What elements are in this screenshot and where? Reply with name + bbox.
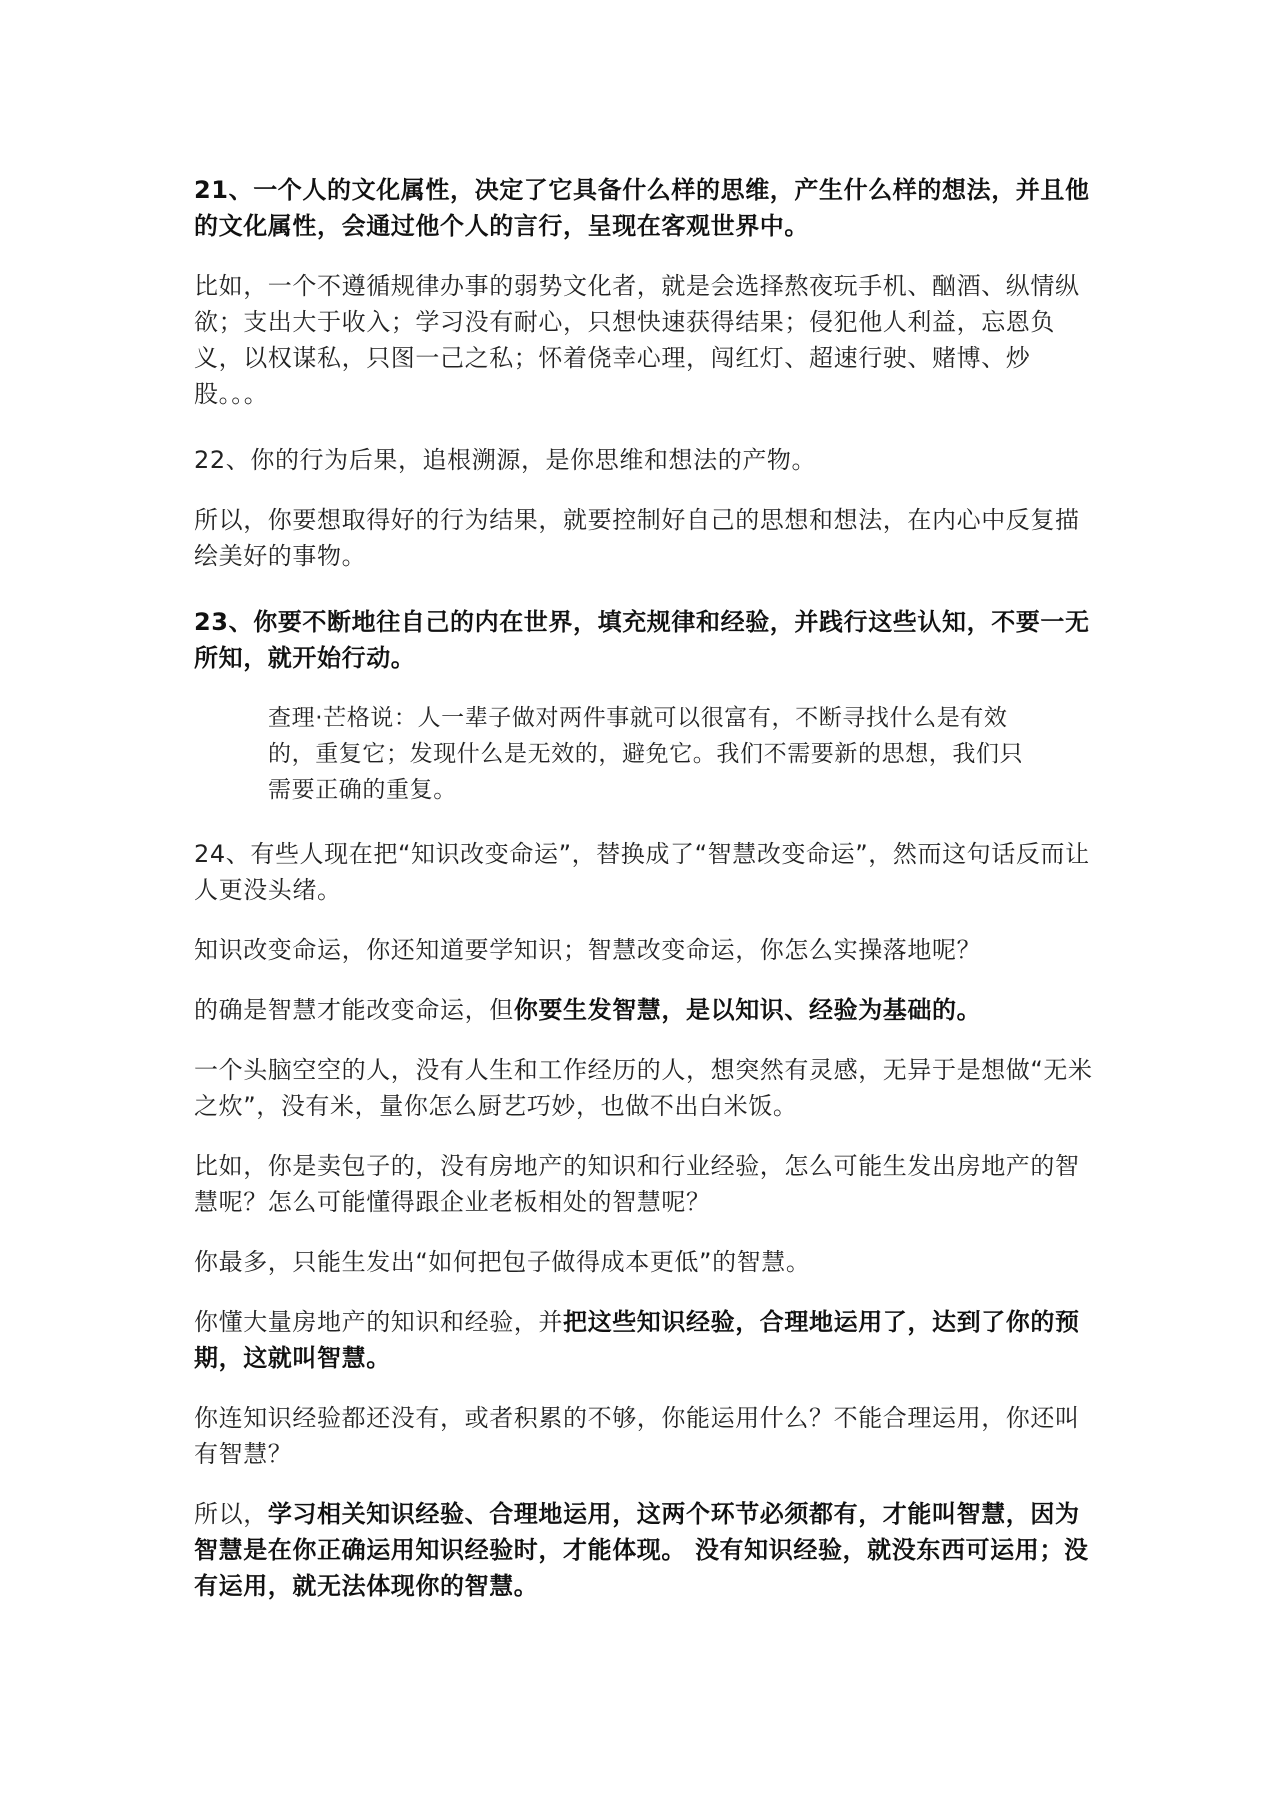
point-21-heading-text: 21、一个人的文化属性，决定了它具备什么样的思维，产生什么样的想法，并且他的文化属性，会通过他个人的言行，呈现在客观世界中。 bbox=[194, 176, 1090, 240]
point-24-wisdom-basis-plain: 的确是智慧才能改变命运，但 bbox=[194, 996, 514, 1024]
point-24-at-most: 你最多，只能生发出“如何把包子做得成本更低”的智慧。 bbox=[194, 1248, 811, 1276]
point-23-heading bbox=[194, 604, 1094, 676]
point-24-real-estate-plain: 你懂大量房地产的知识和经验，并 bbox=[194, 1308, 563, 1336]
point-22-body: 所以，你要想取得好的行为结果，就要控制好自己的思想和想法，在内心中反复描绘美好的事物。 bbox=[194, 506, 1080, 570]
point-24-no-knowledge: 你连知识经验都还没有，或者积累的不够，你能运用什么？不能合理运用，你还叫有智慧？ bbox=[194, 1404, 1080, 1468]
point-24-wisdom-basis bbox=[194, 992, 1094, 1028]
point-24-empty-mind: 一个头脑空空的人，没有人生和工作经历的人，想突然有灵感，无异于是想做“无米之炊”，没有米，量你怎么厨艺巧妙，也做不出白米饭。 bbox=[194, 1056, 1093, 1120]
point-24-knowledge-vs-wisdom: 知识改变命运，你还知道要学知识；智慧改变命运，你怎么实操落地呢？ bbox=[194, 936, 982, 964]
point-24-real-estate bbox=[194, 1304, 1094, 1376]
point-24-conclusion-bold: 学习相关知识经验、合理地运用，这两个环节必须都有，才能叫智慧，因为智慧是在你正确运用知识经验时，才能体现。 没有知识经验，就没东西可运用；没有运用，就无法体现你的智慧。 bbox=[194, 1500, 1089, 1600]
point-23-heading-text: 23、你要不断地往自己的内在世界，填充规律和经验，并践行这些认知，不要一无所知，就开始行动。 bbox=[194, 608, 1090, 672]
document-body bbox=[194, 172, 1094, 1628]
munger-quote: 查理·芒格说：人一辈子做对两件事就可以很富有，不断寻找什么是有效的，重复它；发现什么是无效的，避免它。我们不需要新的思想，我们只需要正确的重复。 bbox=[268, 705, 1024, 803]
point-24-conclusion bbox=[194, 1496, 1094, 1604]
point-22-heading: 22、你的行为后果，追根溯源，是你思维和想法的产物。 bbox=[194, 446, 817, 474]
point-24-wisdom-basis-bold: 你要生发智慧，是以知识、经验为基础的。 bbox=[513, 996, 982, 1024]
point-24-conclusion-plain: 所以， bbox=[194, 1500, 268, 1528]
point-24-heading: 24、有些人现在把“知识改变命运”，替换成了“智慧改变命运”，然而这句话反而让人更没头绪。 bbox=[194, 840, 1090, 904]
point-21-example: 比如，一个不遵循规律办事的弱势文化者，就是会选择熬夜玩手机、酗酒、纵情纵欲；支出大于收入；学习没有耐心，只想快速获得结果；侵犯他人利益，忘恩负义，以权谋私，只图一己之私；怀着侥幸心理，闯红灯、超速行驶、赌博、炒股。。。 bbox=[194, 272, 1080, 408]
point-24-real-estate-bold: 把这些知识经验，合理地运用了，达到了你的预期，这就叫智慧。 bbox=[194, 1308, 1080, 1372]
point-21-heading bbox=[194, 172, 1094, 244]
point-24-baozi-example: 比如，你是卖包子的，没有房地产的知识和行业经验，怎么可能生发出房地产的智慧呢？怎么可能懂得跟企业老板相处的智慧呢？ bbox=[194, 1152, 1080, 1216]
